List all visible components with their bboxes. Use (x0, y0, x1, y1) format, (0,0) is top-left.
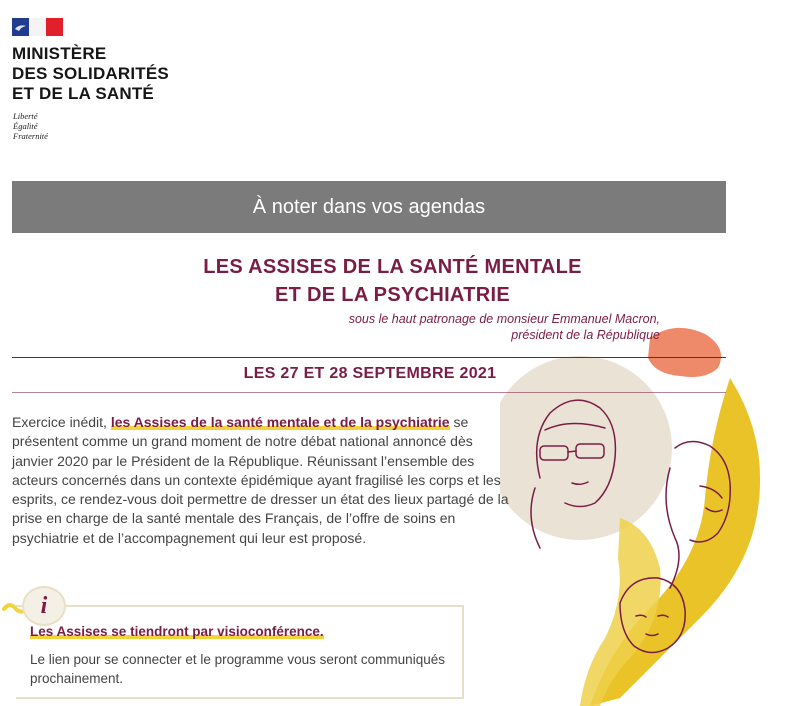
ministry-line-3: ET DE LA SANTÉ (12, 84, 154, 103)
motto-fraternite: Fraternité (13, 131, 48, 141)
event-subtitle (0, 311, 660, 343)
event-subtitle-line-2: président de la République (511, 328, 660, 342)
info-headline: Les Assises se tiendront par visioconférence. (30, 624, 324, 639)
agenda-banner (12, 181, 726, 233)
info-icon (22, 586, 66, 626)
divider-top (12, 357, 726, 358)
beige-circle-shape (500, 356, 672, 540)
republic-motto (13, 111, 48, 141)
ministry-line-1: MINISTÈRE (12, 44, 107, 63)
event-title-line-2: ET DE LA PSYCHIATRIE (275, 284, 510, 306)
intro-paragraph (12, 413, 512, 548)
intro-text: Exercice inédit, (12, 414, 111, 430)
agenda-banner-text: À noter dans vos agendas (252, 195, 486, 218)
ministry-name (12, 44, 169, 104)
info-text: Le lien pour se connecter et le programme vous seront communiqués prochainement. (30, 652, 445, 686)
french-republic-flag-icon (12, 18, 63, 36)
info-icon-letter: i (40, 592, 48, 619)
highlighted-event-name: les Assises de la santé mentale et de la psychiatrie (110, 414, 450, 430)
intro-rest-text: se présentent comme un grand moment de notre débat national annoncé dès janvier 2020 par le Président de la République. Réunissant l’ensemble des acteurs concernés dans un contexte épidémique ayant fragilisé les corps et les esprits, ce rendez-vous doit permettre de dresser un état des lieux partagé de la prise en charge de la santé mentale des Français, de l’offre de soins en psychiatrie et de l’accompagnement qui leur est proposé. (12, 414, 509, 546)
ministry-line-2: DES SOLIDARITÉS (12, 64, 169, 83)
event-title (0, 253, 785, 309)
motto-liberte: Liberté (13, 111, 38, 121)
motto-egalite: Égalité (13, 121, 38, 131)
event-title-line-1: LES ASSISES DE LA SANTÉ MENTALE (203, 256, 582, 278)
event-subtitle-line-1: sous le haut patronage de monsieur Emmanuel Macron, (348, 312, 660, 326)
divider-bottom (12, 392, 726, 393)
event-dates: LES 27 ET 28 SEPTEMBRE 2021 (243, 365, 497, 382)
